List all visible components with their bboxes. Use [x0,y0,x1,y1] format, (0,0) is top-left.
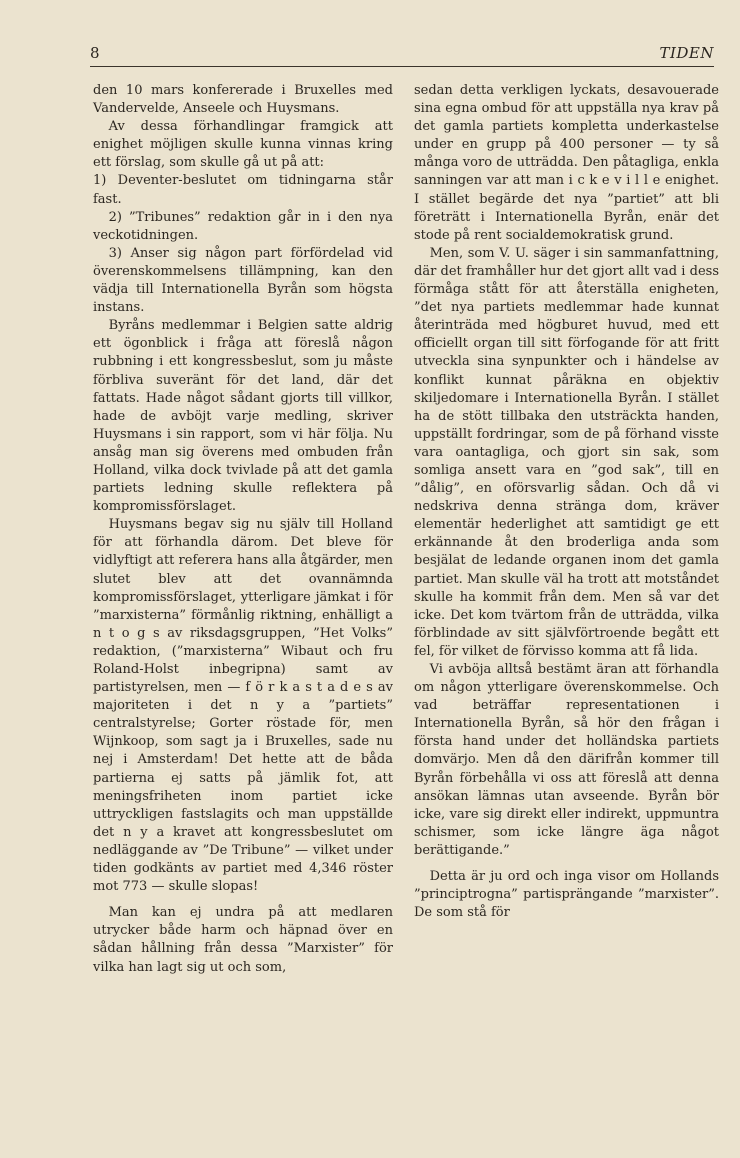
paragraph: den 10 mars konfererade i Bruxelles med Vandervelde, Anseele och Huysmans. [93,83,393,117]
paragraph: Man kan ej undra på att medlaren utrycker både harm och häpnad över en sådan hållning från dessa ”Marxister” för vilka han lagt sig ut och som, [93,905,393,975]
paragraph: Vi avböja alltså bestämt äran att förhandla om någon ytterligare överenskommelse. Och vad beträffar representationen i Internationella Byrån, så hör den frågan i första hand under det holländska partiets domvärjo. Men då den därifrån kommer till Byrån förbehålla vi oss att föreslå att denna ansökan lämnas utan avseende. Byrån bör icke, vare sig direkt eller indirekt, uppmuntra schismer, som icke längre äga något berättigande.” [414,662,719,858]
page-header [0,0,740,70]
paragraph: Huysmans begav sig nu själv till Holland för att förhandla därom. Det bleve för vidlyftigt att referera hans alla åtgärder, men slutet blev att det ovannämnda kompromissförslaget, ytterligare jämkat i för ”marxisterna” förmånlig riktning, enhälligt a n t o g s av riksdagsgruppen, ”Het Volks” redaktion, (”marxisterna” Wibaut och fru Roland-Holst inbegripna) samt av partistyrelsen, men — f ö r k a s t a d e s av majoriteten i det n y a ”partiets” centralstyrelse; Gorter röstade för, men Wijnkoop, som sagt ja i Bruxelles, sade nu nej i Amsterdam! Det hette att de båda partierna ej satts på jämlik fot, att meningsfriheten inom partiet icke uttryckligen fastslagits och man uppställde det n y a kravet att kongressbeslutet om nedläggande av ”De Tribune” — vilket under tiden godkänts av partiet med 4,346 röster mot 773 — skulle slopas! [93,517,393,895]
paragraph: sedan detta verkligen lyckats, desavouerade sina egna ombud för att uppställa nya krav på det gamla partiets kompletta underkastelse under en grupp på 400 personer — ty så många voro de utträdda. Den påtagliga, enkla sanningen var att man i c k e v i l l e enighet. I stället begärde det nya ”partiet” att bli företrätt i Internationella Byrån, enär det stode på rent socialdemokratisk grund. [414,83,719,243]
page-number: 8 [90,44,100,62]
list-item: 3) Anser sig någon part förfördelad vid överenskommelsens tillämpning, kan den vädja till Internationella Byrån som högsta instans. [93,245,393,316]
list-item: 1) Deventer-beslutet om tidningarna står fast. [93,173,393,207]
header-rule [90,66,714,67]
journal-title: TIDEN [659,44,714,62]
left-column [93,82,393,977]
paragraph: Byråns medlemmar i Belgien satte aldrig ett ögonblick i fråga att föreslå någon rubbning i ett kongressbeslut, som ju måste förbliva suveränt för det land, där det fattats. Hade något sådant gjorts till villkor, hade de avböjt varje medling, skriver Huysmans i sin rapport, som vi här följa. Nu ansåg man sig överens med ombuden från Holland, vilka dock tvivlade på att det gamla partiets ledning skulle reflektera på kompromissförslaget. [93,318,393,515]
paragraph: Men, som V. U. säger i sin sammanfattning, där det framhåller hur det gjort allt vad i dess förmåga stått för att återställa enigheten, ”det nya partiets medlemmar hade kunnat återinträda med högburet huvud, med ett officiellt organ till sitt förfogande för att fritt utveckla sina synpunkter och i händelse av konflikt kunnat påräkna en objektiv skiljedomare i Internationella Byrån. I stället ha de stött tillbaka den utsträckta handen, uppställt fordringar, som de på förhand visste vara oantagliga, och gjort sin sak, som somliga ansett vara en ”god sak”, till en ”dålig”, en oförsvarlig sådan. Och då vi nedskriva denna stränga dom, kräver elementär hederlighet att samtidigt ge ett erkännande åt den broderliga anda som besjälat de ledande organen inom det gamla partiet. Man skulle väl ha trott att motståndet skulle ha kommit från dem. Men så var det icke. Det kom tvärtom från de utträdda, vilka förblindade av sitt självförtroende begått ett fel, för vilket de förvisso komma att få lida. [414,245,719,659]
right-column [414,82,719,922]
list-item: 2) ”Tribunes” redaktion går in i den nya veckotidningen. [93,209,393,243]
paragraph: Detta är ju ord och inga visor om Hollands ”principtrogna” partisprängande ”marxister”. De som stå för [414,869,719,921]
paragraph: Av dessa förhandlingar framgick att enighet möjligen skulle kunna vinnas kring ett förslag, som skulle gå ut på att: [93,119,393,171]
